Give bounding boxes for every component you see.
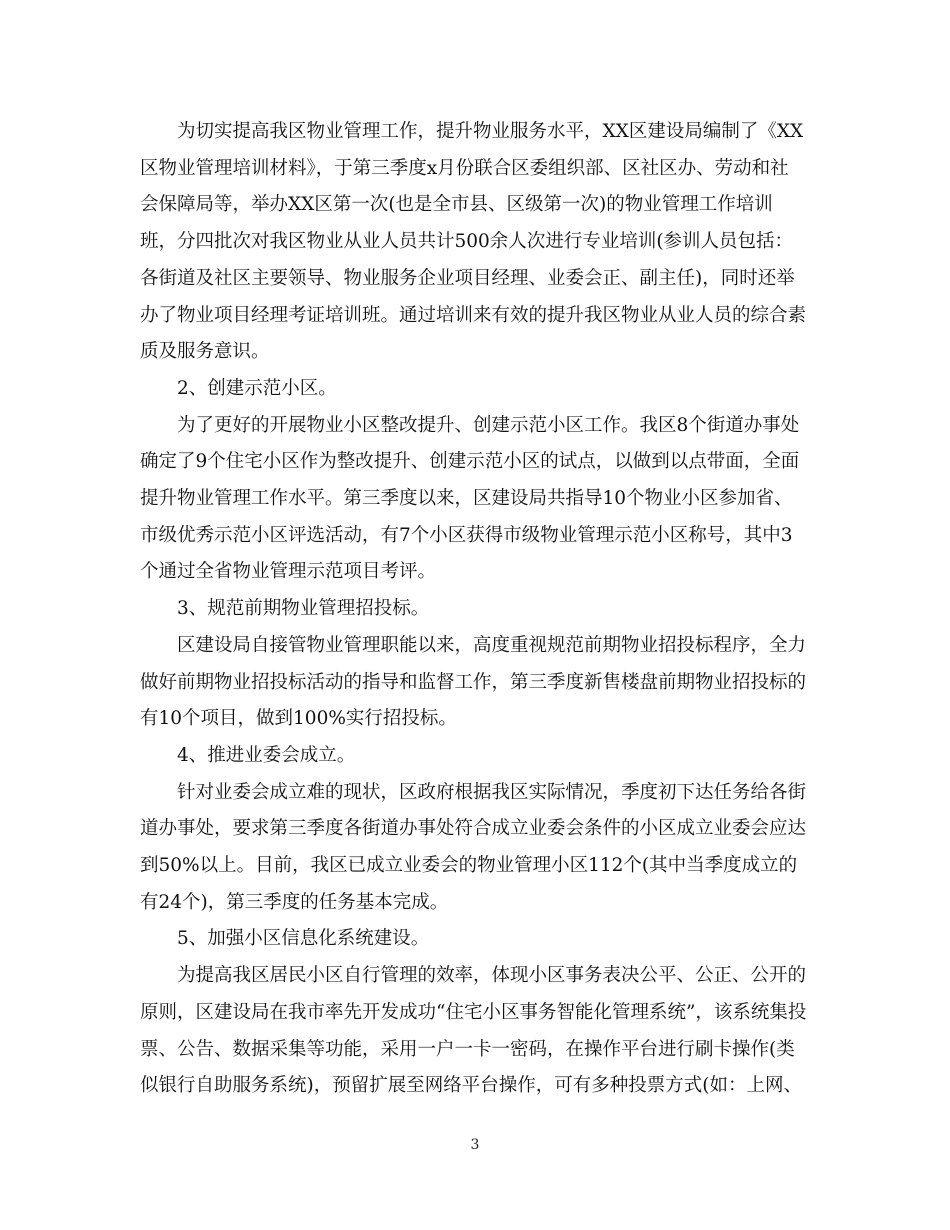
heading-information-system: 5、加强小区信息化系统建设。 bbox=[177, 928, 430, 950]
paragraph-model-community: 为了更好的开展物业小区整改提升、创建示范小区工作。我区8个街道办事处 确定了9个住宅小区作为整改提升、创建示范小区的试点，以做到以点带面，全面 提升物业管理工作水平。第三季度以来，区建设局共指导10个物业小区参加省、 市级优秀示范小区评选活动，有7个小区获得市级物业管理示范小区称号，其中3 个通过全省物业管理示范项目考评。 bbox=[140, 414, 800, 583]
paragraph-training: 为切实提高我区物业管理工作，提升物业服务水平，XX区建设局编制了《XX 区物业管理培训材料》，于第三季度x月份联合区委组织部、区社区办、劳动和社 会保障局等，举办XX区第一次(也是全市县、区级第一次)的物业管理工作培训 班，分四批次对我区物业从业人员共计500余人次进行专业培训(参训人员包括： 各街道及社区主要领导、物业服务企业项目经理、业委会正、副主任)，同时还举 办了物业项目经理考证培训班。通过培训来有效的提升我区物业从业人员的综合素 质及服务意识。 bbox=[140, 121, 807, 363]
paragraph-bidding: 区建设局自接管物业管理职能以来，高度重视规范前期物业招投标程序，全力 做好前期物业招投标活动的指导和监督工作，第三季度新售楼盘前期物业招投标的 有10个项目，做到100%实行招投标。 bbox=[140, 634, 807, 730]
heading-bidding: 3、规范前期物业管理招投标。 bbox=[177, 598, 430, 620]
heading-owners-committee: 4、推进业委会成立。 bbox=[177, 744, 356, 766]
paragraph-owners-committee: 针对业委会成立难的现状，区政府根据我区实际情况，季度初下达任务给各街 道办事处，要求第三季度各街道办事处符合成立业委会条件的小区成立业委会应达 到50%以上。目前，我区已成立业委会的物业管理小区112个(其中当季度成立的 有24个)，第三季度的任务基本完成。 bbox=[140, 781, 807, 913]
document-body bbox=[140, 114, 812, 1105]
page-number: 3 bbox=[470, 1137, 480, 1153]
heading-model-community: 2、创建示范小区。 bbox=[177, 377, 337, 399]
paragraph-information-system: 为提高我区居民小区自行管理的效率，体现小区事务表决公平、公正、公开的 原则，区建设局在我市率先开发成功“住宅小区事务智能化管理系统”，该系统集投 票、公告、数据采集等功能，采用一户一卡一密码，在操作平台进行刷卡操作(类 似银行自助服务系统)，预留扩展至网络平台操作，可有多种投票方式(如：上网、 bbox=[140, 965, 807, 1097]
